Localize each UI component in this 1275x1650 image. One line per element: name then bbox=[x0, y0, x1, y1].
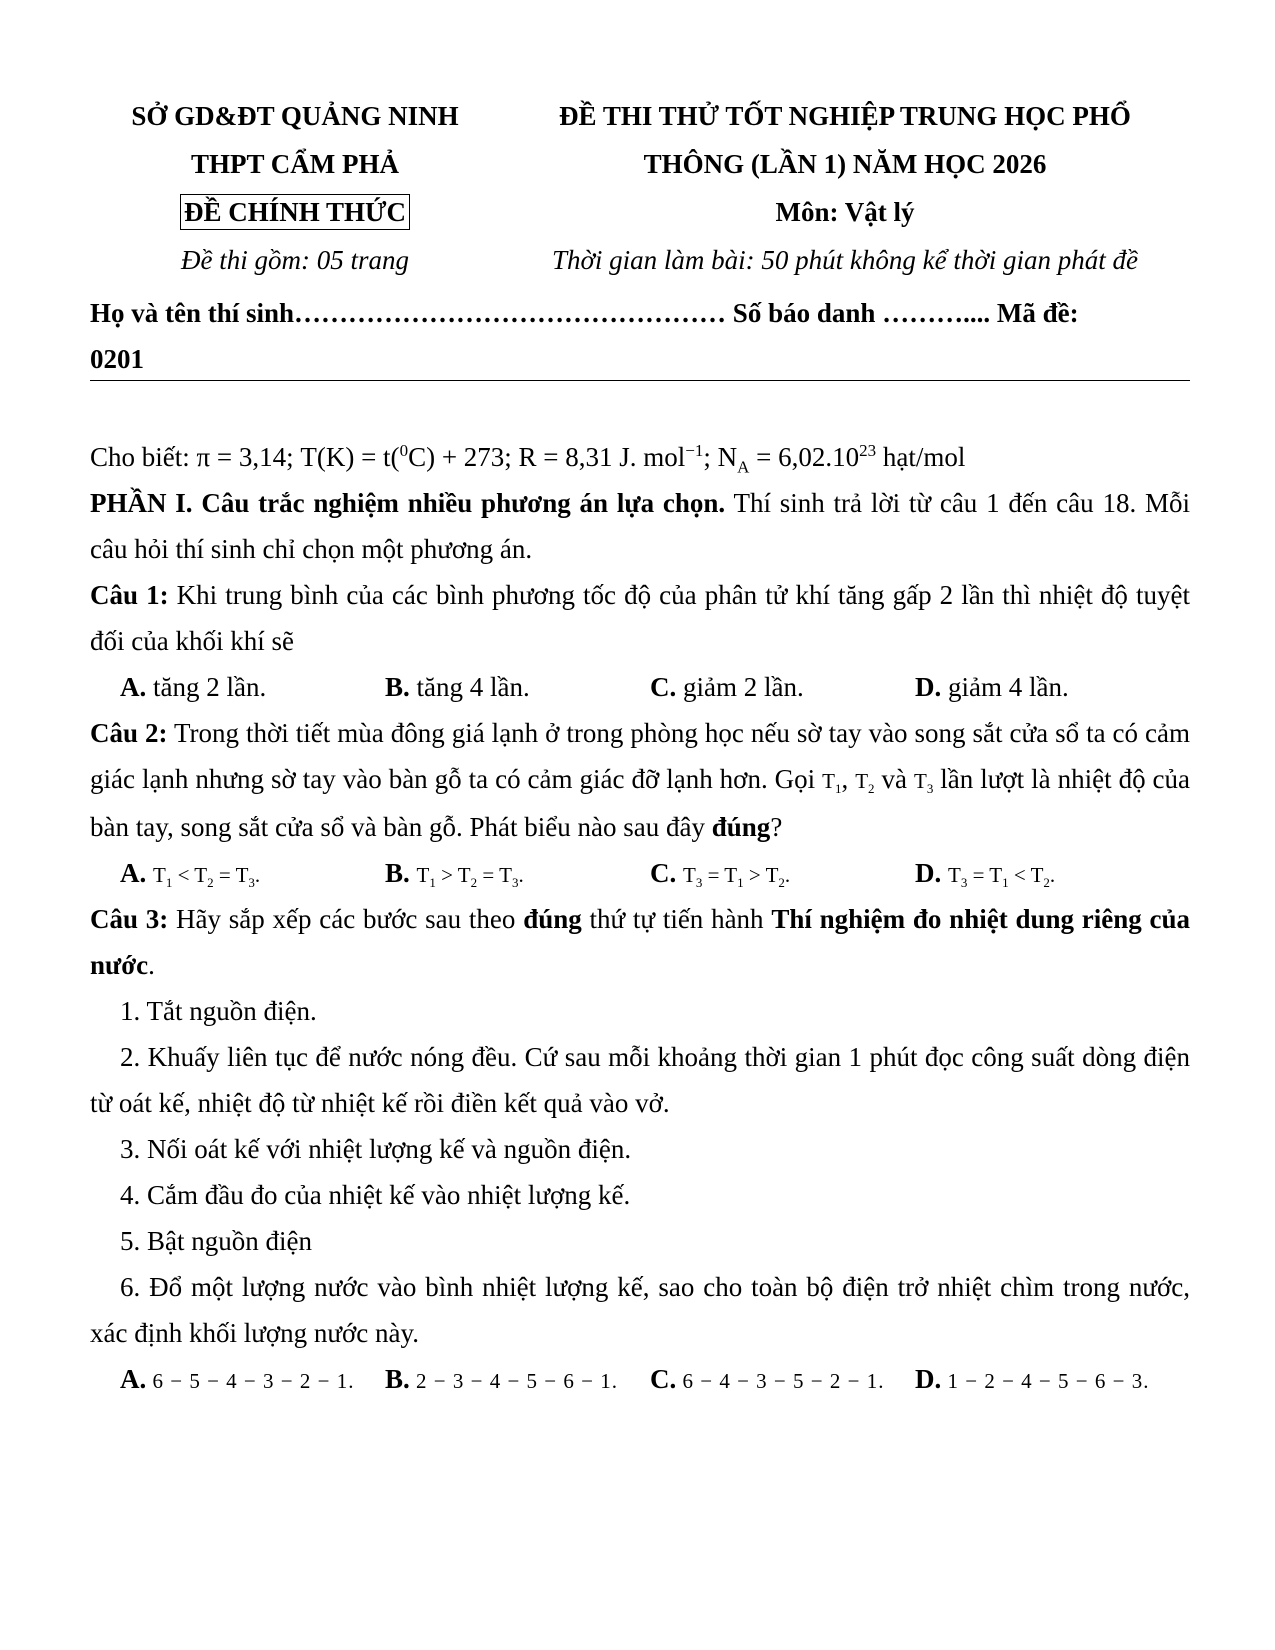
q2-option-a[interactable]: A. $T_1 < T_2 = T_3$. bbox=[120, 858, 261, 891]
part1-intro: PHẦN I. Câu trắc nghiệm nhiều phương án lựa chọn. Thí sinh trả lời từ câu 1 đến câu 18. Mỗi câu hỏi thí sinh chỉ chọn một phương án. bbox=[90, 488, 1191, 564]
q1-option-b[interactable]: B. tăng 4 lần. bbox=[385, 672, 530, 702]
q3-option-c[interactable]: C. 6 − 4 − 3 − 5 − 2 − 1. bbox=[650, 1364, 885, 1394]
q3-step-1: 1. Tắt nguồn điện. bbox=[120, 996, 317, 1026]
q3-step-5: 5. Bật nguồn điện bbox=[120, 1226, 312, 1256]
question-2: Câu 2: Trong thời tiết mùa đông giá lạnh ở trong phòng học nếu sờ tay vào song sắt cửa sổ ta có cảm giác lạnh nhưng sờ tay vào bàn gỗ ta có cảm giác đỡ lạnh hơn. Gọi $T_1$, $T_2$ và $T_3$ lần lượt là nhiệt độ của bàn tay, song sắt cửa sổ và bàn gỗ. Phát biểu nào sau đây đúng? bbox=[90, 718, 1191, 842]
part1-heading: PHẦN I. Câu trắc nghiệm nhiều phương án lựa chọn. bbox=[90, 488, 726, 518]
q3-step-4: 4. Cắm đầu đo của nhiệt kế vào nhiệt lượng kế. bbox=[120, 1180, 631, 1210]
q2-options bbox=[90, 850, 1190, 896]
subject: Môn: Vật lý bbox=[775, 197, 915, 227]
given-constants: Cho biết: π = 3,14; T(K) = t($^0$C) + 273; R = 8,31 J. mol$^{-1}$; $N_A = 6,02.10^{23}$ hạt/mol bbox=[90, 441, 966, 477]
q3-option-b[interactable]: B. 2 − 3 − 4 − 5 − 6 − 1. bbox=[385, 1364, 618, 1394]
pages-note: Đề thi gồm: 05 trang bbox=[181, 245, 409, 275]
exam-title-line2: THÔNG (LẦN 1) NĂM HỌC 2026 bbox=[643, 149, 1047, 179]
exam-body bbox=[90, 434, 1190, 1402]
q3-step-6: 6. Đổ một lượng nước vào bình nhiệt lượng kế, sao cho toàn bộ điện trở nhiệt chìm trong nước, xác định khối lượng nước này. bbox=[90, 1272, 1190, 1348]
question-label: Câu 2: bbox=[90, 718, 168, 748]
header-left bbox=[90, 92, 500, 284]
official-label: ĐỀ CHÍNH THỨC bbox=[180, 194, 410, 230]
q3-step-2: 2. Khuấy liên tục để nước nóng đều. Cứ sau mỗi khoảng thời gian 1 phút đọc công suất dòng điện từ oát kế, nhiệt độ từ nhiệt kế rồi điền kết quả vào vở. bbox=[90, 1042, 1190, 1118]
q1-option-d[interactable]: D. giảm 4 lần. bbox=[915, 672, 1069, 702]
time-note: Thời gian làm bài: 50 phút không kể thời gian phát đề bbox=[551, 245, 1139, 275]
q2-option-b[interactable]: B. $T_1 > T_2 = T_3$. bbox=[385, 858, 524, 891]
q1-option-c[interactable]: C. giảm 2 lần. bbox=[650, 672, 804, 702]
q3-step-3: 3. Nối oát kế với nhiệt lượng kế và nguồn điện. bbox=[120, 1134, 632, 1164]
q2-option-d[interactable]: D. $T_3 = T_1 < T_2$. bbox=[915, 858, 1056, 891]
q2-option-c[interactable]: C. $T_3 = T_1 > T_2$. bbox=[650, 858, 791, 891]
student-info bbox=[90, 290, 1190, 382]
header-divider bbox=[90, 380, 1190, 381]
question-1: Câu 1: Khi trung bình của các bình phương tốc độ của phân tử khí tăng gấp 2 lần thì nhiệt độ tuyệt đối của khối khí sẽ bbox=[90, 580, 1190, 656]
header-right bbox=[500, 92, 1190, 284]
q3-options bbox=[90, 1356, 1190, 1402]
student-id-field[interactable]: Số báo danh ……….... Mã đề: bbox=[732, 298, 1079, 328]
question-3: Câu 3: Hãy sắp xếp các bước sau theo đúng thứ tự tiến hành Thí nghiệm đo nhiệt dung riêng của nước. bbox=[90, 904, 1191, 980]
q1-options bbox=[90, 664, 1190, 710]
question-label: Câu 3: bbox=[90, 904, 169, 934]
q3-option-a[interactable]: A. 6 − 5 − 4 − 3 − 2 − 1. bbox=[120, 1364, 355, 1394]
exam-title-line1: ĐỀ THI THỬ TỐT NGHIỆP TRUNG HỌC PHỔ bbox=[559, 101, 1131, 131]
school-name: THPT CẨM PHẢ bbox=[191, 149, 399, 179]
exam-code: 0201 bbox=[90, 344, 144, 374]
q3-option-d[interactable]: D. 1 − 2 − 4 − 5 − 6 − 3. bbox=[915, 1364, 1150, 1394]
q1-option-a[interactable]: A. tăng 2 lần. bbox=[120, 672, 267, 702]
department-name: SỞ GD&ĐT QUẢNG NINH bbox=[131, 101, 459, 131]
student-name-field[interactable]: Họ và tên thí sinh………………………………………… bbox=[90, 298, 727, 328]
question-label: Câu 1: bbox=[90, 580, 169, 610]
